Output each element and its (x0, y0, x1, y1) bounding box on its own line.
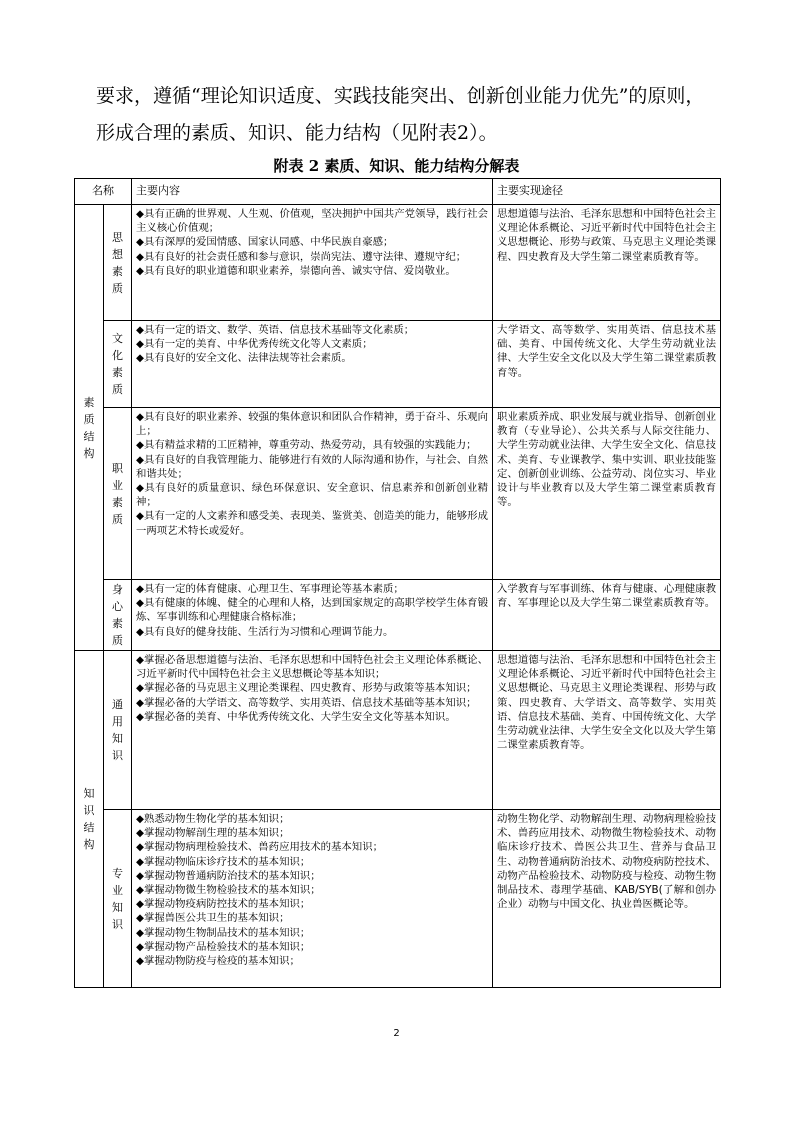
table-body (75, 205, 721, 988)
content-item: ◆具有良好的职业道德和职业素养，崇德向善、诚实守信、爱岗敬业。 (136, 264, 456, 277)
table-header-row (75, 179, 721, 205)
table-title: 附表 2 素质、知识、能力结构分解表 (273, 157, 520, 175)
content-list (136, 582, 488, 639)
subcategory-cell (104, 810, 132, 988)
content-item: ◆具有良好的自我管理能力、能够进行有效的人际沟通和协作，与社会、自然和谐共处； (136, 453, 488, 480)
content-item: ◆具有一定的人文素养和感受美、表现美、鉴赏美、创造美的能力，能够形成一两项艺术特长或爱好。 (136, 510, 488, 537)
intro-paragraph: 要求，遵循“理论知识适度、实践技能突出、创新创业能力优先”的原则，形成合理的素质、知识、能力结构（见附表2）。 (96, 85, 705, 144)
subcategory-label: 思想素质 (112, 230, 123, 295)
content-item: ◆具有一定的语文、数学、英语、信息技术基础等文化素质； (136, 324, 415, 336)
content-item: ◆具有精益求精的工匠精神，尊重劳动、热爱劳动，具有较强的实践能力； (136, 439, 477, 452)
content-item: ◆掌握动物临床诊疗技术的基本知识； (136, 855, 311, 868)
subcategory-label: 专业知识 (112, 866, 123, 931)
content-item: ◆具有良好的质量意识、绿色环保意识、安全意识、信息素养和创新创业精神； (136, 482, 488, 509)
route-cell: 职业素质养成、职业发展与就业指导、创新创业教育（专业导论）、公共关系与人际交往能力、大学生劳动就业法律、大学生安全文化、信息技术、美育、专业课教学、集中实训、职业技能鉴定、创新创业训练、公益劳动、岗位实习、毕业设计与毕业教育以及大学生第二课堂素质教育等。 (493, 408, 721, 580)
content-item: ◆掌握必备的大学语文、高等数学、实用英语、信息技术基础等基本知识； (136, 696, 477, 709)
content-item: ◆掌握必备的马克思主义理论类课程、四史教育、形势与政策等基本知识； (136, 682, 477, 695)
subcategory-cell (104, 205, 132, 321)
category-cell (75, 651, 104, 988)
content-item: ◆具有一定的美育、中华优秀传统文化等人文素质； (136, 338, 373, 351)
content-list (136, 653, 488, 724)
content-cell (132, 321, 493, 408)
content-item: ◆掌握必备的美育、中华优秀传统文化、大学生安全文化等基本知识。 (136, 710, 456, 723)
route-cell: 动物生物化学、动物解剖生理、动物病理检验技术、兽药应用技术、动物微生物检验技术、动物临床诊疗技术、兽医公共卫生、营养与食品卫生、动物普通病防治技术、动物疫病防控技术、动物产品检验技术、动物防疫与检疫、动物生物制品技术、毒理学基础、KAB/SYB(了解和创办企业）动物与中国文化、执业兽医概论等。 (493, 810, 721, 988)
subcategory-label: 职业素质 (112, 461, 123, 526)
content-item: ◆掌握动物产品检验技术的基本知识； (136, 940, 311, 953)
table-row (75, 408, 721, 580)
content-item: ◆掌握动物普通病防治技术的基本知识； (136, 869, 321, 882)
content-list (136, 207, 488, 278)
content-item: ◆具有深厚的爱国情感、国家认同感、中华民族自豪感； (136, 236, 394, 249)
content-list (136, 812, 488, 968)
content-item: ◆具有一定的体育健康、心理卫生、军事理论等基本素质； (136, 583, 404, 595)
table-row (75, 580, 721, 651)
content-item: ◆掌握动物疫病防控技术的基本知识； (136, 898, 311, 911)
header-route: 主要实现途径 (493, 179, 721, 205)
content-item: ◆掌握动物生物制品技术的基本知识； (136, 926, 311, 939)
content-cell (132, 408, 493, 580)
table-row (75, 321, 721, 408)
content-item: ◆掌握动物防疫与检疫的基本知识； (136, 955, 300, 968)
subcategory-cell (104, 651, 132, 810)
content-list (136, 410, 488, 538)
table-row (75, 651, 721, 810)
content-item: ◆掌握动物微生物检验技术的基本知识； (136, 884, 321, 897)
structure-table (74, 178, 721, 988)
subcategory-cell (104, 321, 132, 408)
route-cell: 入学教育与军事训练、体育与健康、心理健康教育、军事理论以及大学生第二课堂素质教育等。 (493, 580, 721, 651)
subcategory-cell (104, 408, 132, 580)
page-number: 2 (393, 1028, 400, 1039)
subcategory-label: 文化素质 (112, 332, 123, 396)
subcategory-label: 通用知识 (112, 698, 123, 762)
header-name: 名称 (75, 179, 132, 205)
content-cell (132, 580, 493, 651)
table-row (75, 205, 721, 321)
content-item: ◆掌握动物病理检验技术、兽药应用技术的基本知识； (136, 841, 383, 854)
table-row (75, 810, 721, 988)
route-cell: 大学语文、高等数学、实用英语、信息技术基础、美育、中国传统文化、大学生劳动就业法律、大学生安全文化以及大学生第二课堂素质教育等。 (493, 321, 721, 408)
content-list (136, 323, 488, 366)
category-cell (75, 205, 104, 651)
content-cell (132, 205, 493, 321)
category-label: 素质结构 (83, 395, 95, 460)
content-cell (132, 651, 493, 810)
content-item: ◆具有良好的安全文化、法律法规等社会素质。 (136, 352, 352, 365)
route-cell: 思想道德与法治、毛泽东思想和中国特色社会主义理论体系概论、习近平新时代中国特色社会主义思想概论、马克思主义理论类课程、形势与政策、四史教育、大学语文、高等数学、实用英语、信息技术基础、美育、中国传统文化、大学生劳动就业法律、大学生安全文化以及大学生第二课堂素质教育等。 (493, 651, 721, 810)
content-item: ◆具有良好的职业素养、较强的集体意识和团队合作精神，勇于奋斗、乐观向上； (136, 411, 488, 438)
subcategory-cell (104, 580, 132, 651)
content-item: ◆具有正确的世界观、人生观、价值观，坚决拥护中国共产党领导，践行社会主义核心价值观； (136, 208, 488, 235)
content-item: ◆具有良好的社会责任感和参与意识，崇尚宪法、遵守法律、遵规守纪； (136, 250, 467, 263)
category-label: 知识结构 (83, 787, 95, 851)
content-item: ◆熟悉动物生物化学的基本知识； (136, 813, 290, 825)
subcategory-label: 身心素质 (112, 583, 123, 647)
content-item: ◆具有健康的体魄、健全的心理和人格，达到国家规定的高职学校学生体育锻炼、军事训练和心理健康合格标准； (136, 597, 488, 624)
route-cell: 思想道德与法治、毛泽东思想和中国特色社会主义理论体系概论、习近平新时代中国特色社会主义思想概论、形势与政策、马克思主义理论类课程、四史教育及大学生第二课堂素质教育等。 (493, 205, 721, 321)
content-item: ◆掌握必备思想道德与法治、毛泽东思想和中国特色社会主义理论体系概论、习近平新时代中国特色社会主义思想概论等基本知识； (136, 654, 488, 681)
content-item: ◆掌握兽医公共卫生的基本知识； (136, 912, 290, 925)
content-cell (132, 810, 493, 988)
header-content: 主要内容 (132, 179, 493, 205)
content-item: ◆具有良好的健身技能、生活行为习惯和心理调节能力。 (136, 625, 394, 638)
content-item: ◆掌握动物解剖生理的基本知识； (136, 827, 290, 840)
